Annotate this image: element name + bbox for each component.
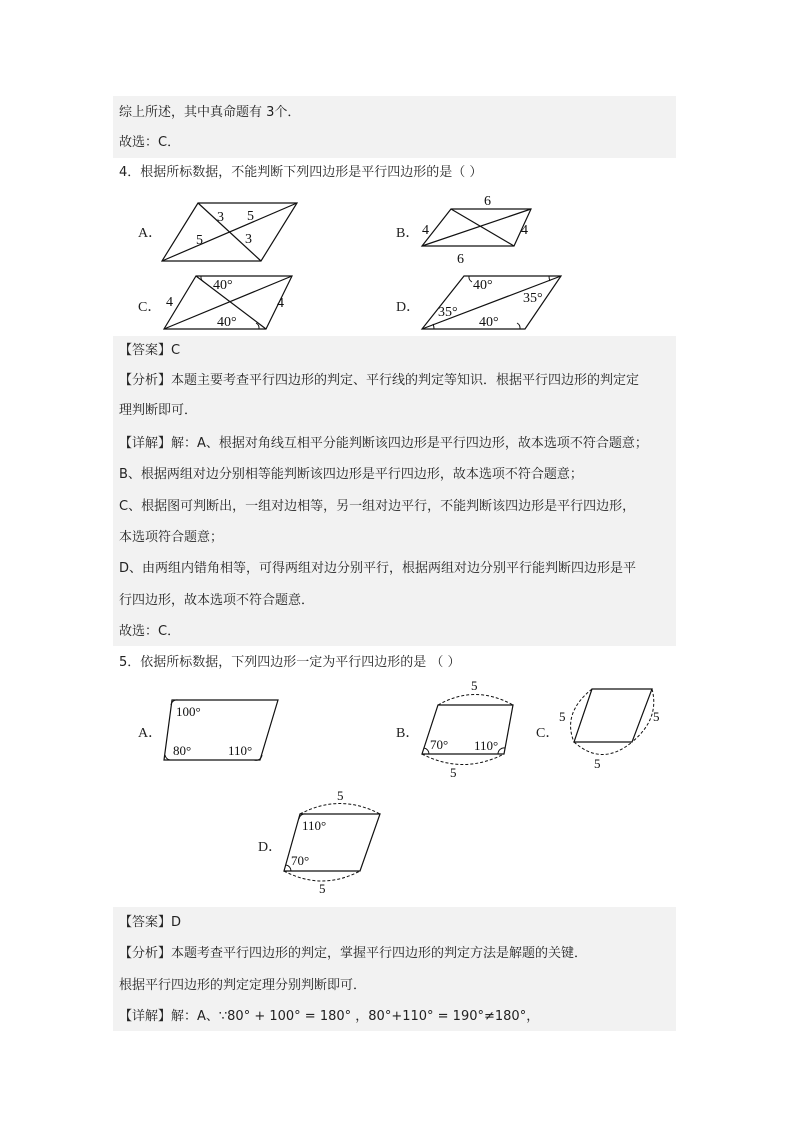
q4-figure-b bbox=[418, 192, 563, 272]
q5-c-mark-1: 5 bbox=[559, 709, 566, 724]
q4-d-mark-2: 35° bbox=[523, 291, 543, 306]
q4-detail-3: C、根据图可判断出，一组对边相等，另一组对边平行，不能判断该四边形是平行四边形， bbox=[119, 499, 636, 514]
q5-figure-d bbox=[280, 787, 390, 895]
q4-a-mark-1: 3 bbox=[217, 210, 224, 225]
q5-detail-1: 【详解】解：A、∵80° + 100° = 180° ，80°+110° = 190°≠180°， bbox=[119, 1009, 540, 1024]
q5-option-a-label: A． bbox=[138, 726, 163, 741]
q5-c-mark-2: 5 bbox=[653, 709, 660, 724]
q4-d-mark-3: 35° bbox=[438, 305, 458, 320]
q4-option-d-label: D． bbox=[396, 300, 421, 315]
q5-d-mark-4: 5 bbox=[319, 881, 326, 896]
q5-d-mark-3: 70° bbox=[291, 853, 310, 868]
q5-answer: 【答案】D bbox=[119, 915, 182, 930]
q4-option-b-label: B． bbox=[396, 226, 420, 241]
q4-analysis-2: 理判断即可． bbox=[119, 403, 198, 418]
q4-d-mark-1: 40° bbox=[473, 278, 493, 293]
q4-a-mark-3: 5 bbox=[196, 233, 203, 248]
q4-b-mark-4: 6 bbox=[457, 252, 464, 267]
q5-figure-a bbox=[160, 698, 285, 764]
q5-b-mark-4: 5 bbox=[450, 765, 457, 780]
q4-detail-5: D、由两组内错角相等，可得两组对边分别平行，根据两组对边分别平行能判断四边形是平 bbox=[119, 561, 637, 576]
q4-c-mark-1: 40° bbox=[213, 278, 233, 293]
q5-option-c-label: C． bbox=[536, 726, 560, 741]
q5-b-mark-1: 5 bbox=[471, 678, 478, 693]
q4-a-mark-4: 3 bbox=[245, 232, 252, 247]
q4-detail-6: 行四边形，故本选项不符合题意． bbox=[119, 593, 315, 608]
q4-option-c-label: C． bbox=[138, 300, 162, 315]
q4-choice: 故选：C． bbox=[119, 624, 181, 639]
q4-c-mark-4: 40° bbox=[217, 315, 237, 330]
prev-choice: 故选：C． bbox=[119, 135, 181, 150]
q5-figure-b bbox=[418, 678, 523, 780]
q5-c-mark-3: 5 bbox=[594, 756, 601, 771]
q4-b-mark-2: 4 bbox=[422, 223, 429, 238]
q4-d-mark-4: 40° bbox=[479, 315, 499, 330]
q5-figure-c bbox=[556, 683, 666, 775]
q5-a-mark-1: 100° bbox=[176, 704, 201, 719]
q4-option-a-label: A． bbox=[138, 226, 163, 241]
q5-option-d-label: D． bbox=[258, 840, 283, 855]
q5-b-mark-3: 110° bbox=[474, 738, 499, 753]
q5-analysis-2: 根据平行四边形的判定定理分别判断即可． bbox=[119, 978, 367, 993]
q4-b-mark-3: 4 bbox=[521, 223, 528, 238]
q5-d-mark-2: 110° bbox=[302, 818, 327, 833]
q4-figure-a bbox=[160, 198, 300, 266]
q5-analysis-1: 【分析】本题考查平行四边形的判定，掌握平行四边形的判定方法是解题的关键． bbox=[119, 946, 588, 961]
q4-b-mark-1: 6 bbox=[484, 194, 491, 209]
q4-a-mark-2: 5 bbox=[247, 209, 254, 224]
q4-detail-2: B、根据两组对边分别相等能判断该四边形是平行四边形，故本选项不符合题意； bbox=[119, 467, 583, 482]
prev-summary: 综上所述，其中真命题有 3个． bbox=[119, 105, 301, 120]
q5-a-mark-2: 80° bbox=[173, 743, 192, 758]
q4-c-mark-2: 4 bbox=[166, 295, 173, 310]
q4-figure-c bbox=[160, 274, 300, 334]
q5-question: 5．依据所标数据，下列四边形一定为平行四边形的是 （ ） bbox=[119, 655, 461, 670]
q5-option-b-label: B． bbox=[396, 726, 420, 741]
q4-question: 4．根据所标数据，不能判断下列四边形是平行四边形的是（ ） bbox=[119, 165, 483, 180]
q4-c-mark-3: 4 bbox=[277, 296, 284, 311]
q4-answer: 【答案】C bbox=[119, 343, 181, 358]
q5-b-mark-2: 70° bbox=[430, 737, 449, 752]
q5-a-mark-3: 110° bbox=[228, 743, 253, 758]
q4-analysis-1: 【分析】本题主要考查平行四边形的判定、平行线的判定等知识．根据平行四边形的判定定 bbox=[119, 373, 640, 388]
q4-detail-1: 【详解】解：A、根据对角线互相平分能判断该四边形是平行四边形，故本选项不符合题意； bbox=[119, 436, 648, 451]
q5-d-mark-1: 5 bbox=[337, 788, 344, 803]
q4-figure-d bbox=[418, 274, 568, 334]
q4-detail-4: 本选项符合题意； bbox=[119, 530, 224, 545]
